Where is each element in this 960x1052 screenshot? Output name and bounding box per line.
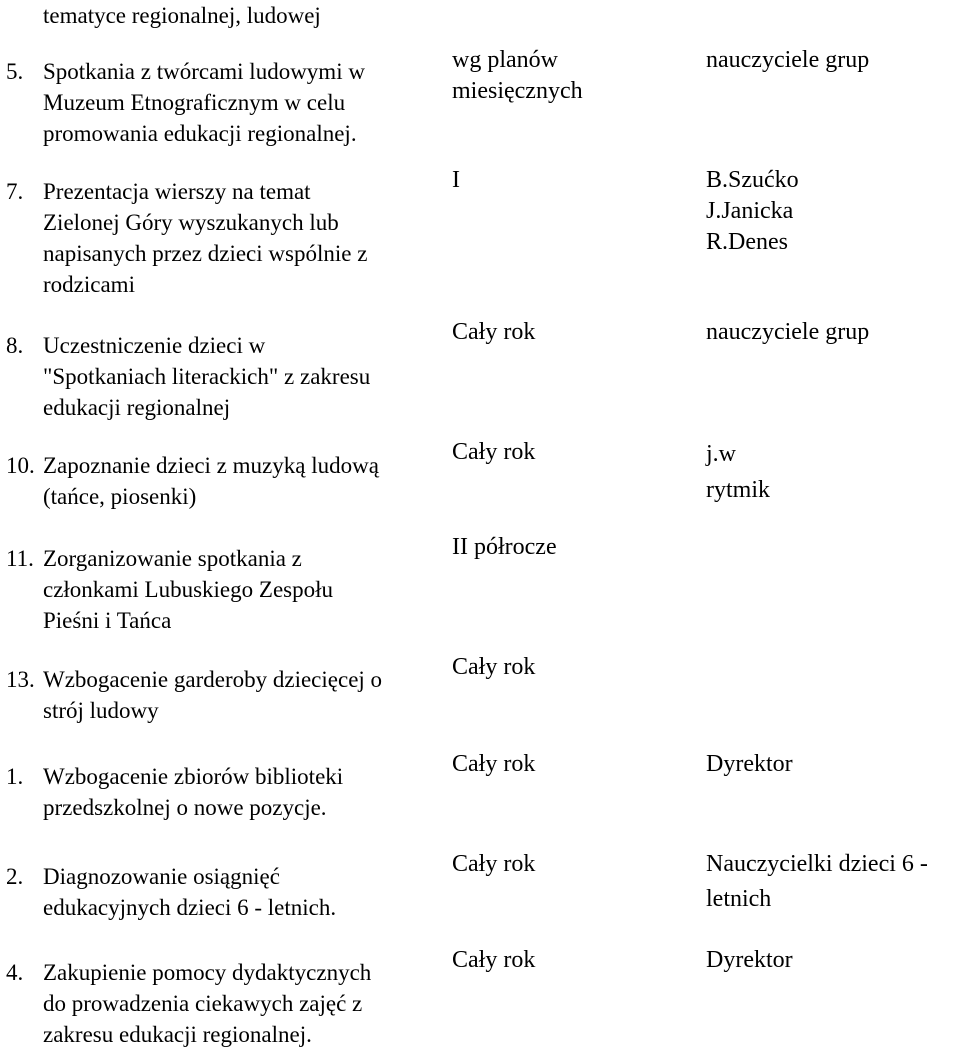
- term-text: wg planów: [452, 47, 558, 73]
- responsible-text: J.Janicka: [706, 198, 794, 224]
- responsible-text: Dyrektor: [706, 751, 793, 777]
- responsible-text: rytmik: [706, 477, 770, 503]
- task-text: napisanych przez dzieci wspólnie z: [43, 241, 368, 266]
- task-text: przedszkolnej o nowe pozycje.: [43, 795, 327, 820]
- item-number: 13.: [6, 667, 35, 692]
- task-text: tematyce regionalnej, ludowej: [43, 3, 321, 28]
- term-text: Cały rok: [452, 947, 536, 973]
- task-text: Wzbogacenie garderoby dziecięcej o: [43, 667, 383, 692]
- responsible-text: Dyrektor: [706, 947, 793, 973]
- responsible-text: Nauczycielki dzieci 6 -: [706, 851, 928, 877]
- item-number: 10.: [6, 453, 35, 478]
- item-number: 11.: [6, 546, 34, 571]
- task-text: Zielonej Góry wyszukanych lub: [43, 210, 339, 235]
- task-text: Pieśni i Tańca: [43, 608, 172, 633]
- task-text: rodzicami: [43, 272, 135, 297]
- task-text: (tańce, piosenki): [43, 484, 197, 509]
- task-text: Zapoznanie dzieci z muzyką ludową: [43, 453, 379, 478]
- task-text: członkami Lubuskiego Zespołu: [43, 577, 333, 602]
- task-text: Diagnozowanie osiągnięć: [43, 864, 280, 889]
- item-number: 5.: [6, 59, 24, 84]
- item-number: 8.: [6, 333, 24, 358]
- task-text: Wzbogacenie zbiorów biblioteki: [43, 764, 344, 789]
- responsible-text: nauczyciele grup: [706, 319, 870, 345]
- task-text: zakresu edukacji regionalnej.: [43, 1022, 312, 1047]
- term-text: Cały rok: [452, 319, 536, 345]
- task-text: do prowadzenia ciekawych zajęć z: [43, 991, 363, 1016]
- responsible-text: j.w: [706, 441, 736, 467]
- task-text: promowania edukacji regionalnej.: [43, 121, 357, 146]
- task-text: Spotkania z twórcami ludowymi w: [43, 59, 365, 84]
- task-text: Prezentacja wierszy na temat: [43, 179, 311, 204]
- responsible-text: R.Denes: [706, 229, 788, 255]
- term-text: Cały rok: [452, 851, 536, 877]
- responsible-text: nauczyciele grup: [706, 47, 870, 73]
- item-number: 7.: [6, 179, 24, 204]
- item-number: 2.: [6, 864, 24, 889]
- task-text: Zorganizowanie spotkania z: [43, 546, 302, 571]
- task-text: Zakupienie pomocy dydaktycznych: [43, 960, 372, 985]
- term-text: Cały rok: [452, 654, 536, 680]
- task-text: Muzeum Etnograficznym w celu: [43, 90, 346, 115]
- responsible-text: letnich: [706, 886, 772, 912]
- term-text: II półrocze: [452, 534, 557, 560]
- item-number: 1.: [6, 764, 24, 789]
- task-text: edukacji regionalnej: [43, 395, 231, 420]
- task-text: "Spotkaniach literackich" z zakresu: [43, 364, 371, 389]
- term-text: Cały rok: [452, 751, 536, 777]
- term-text: Cały rok: [452, 439, 536, 465]
- responsible-text: B.Szućko: [706, 167, 799, 193]
- task-text: strój ludowy: [43, 698, 159, 723]
- item-number: 4.: [6, 960, 24, 985]
- task-text: Uczestniczenie dzieci w: [43, 333, 266, 358]
- task-text: edukacyjnych dzieci 6 - letnich.: [43, 895, 337, 920]
- term-text: I: [452, 167, 460, 193]
- term-text: miesięcznych: [452, 78, 583, 104]
